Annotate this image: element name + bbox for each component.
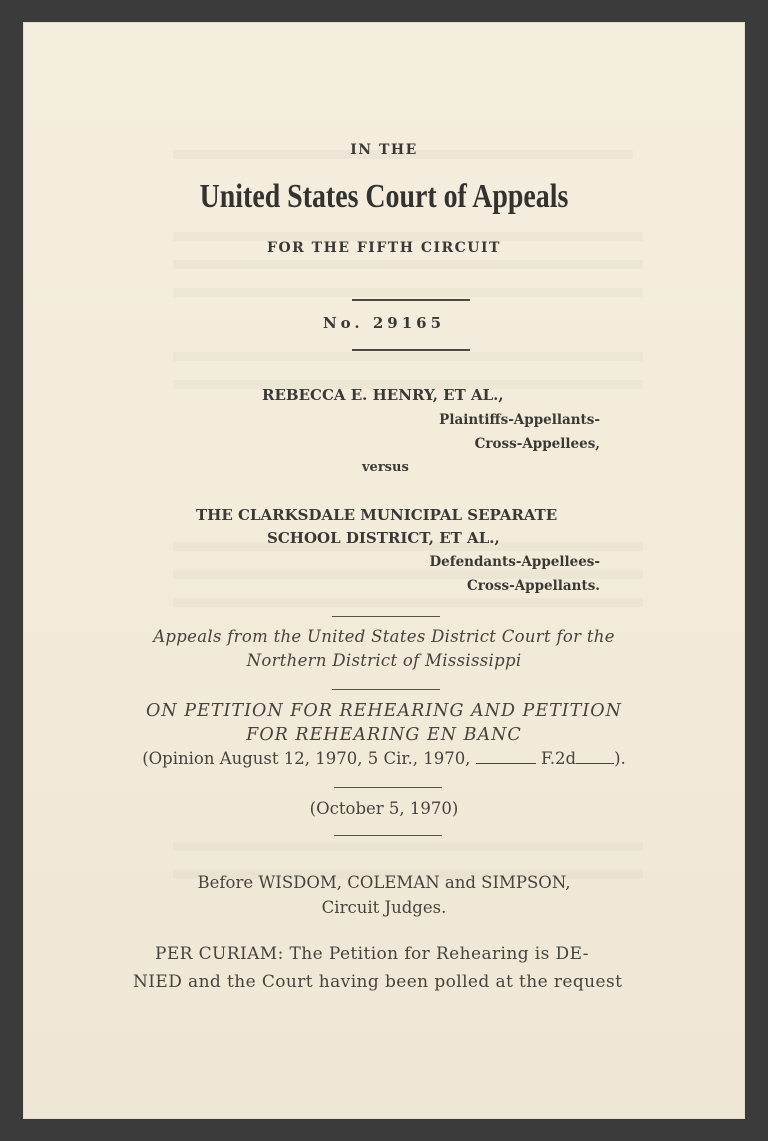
bleed-through-texture [173,352,643,361]
bleed-through-texture [173,288,643,297]
bleed-through-texture [173,260,643,269]
bleed-through-texture [173,598,643,607]
page-blank [576,762,614,764]
plaintiff-role-line-1: Plaintiffs-Appellants- [439,412,600,428]
per-curiam-line-1: PER CURIAM: The Petition for Rehearing is DE- [155,944,589,964]
divider-rule [352,349,470,351]
divider-rule [334,835,442,836]
opinion-citation-suffix: ). [614,749,626,768]
judges-line-1: Before WISDOM, COLEMAN and SIMPSON, [197,873,571,892]
defendant-name-line-1: THE CLARKSDALE MUNICIPAL SEPARATE [196,506,558,524]
versus-label: versus [362,460,409,475]
appeal-from-line-2: Northern District of Mississippi [246,651,522,670]
judges-line-2: Circuit Judges. [321,898,447,917]
per-curiam-paragraph [133,940,638,996]
plaintiff-name: REBECCA E. HENRY, ET AL., [262,386,504,404]
docket-number: No. 29165 [322,314,446,332]
decision-date: (October 5, 1970) [309,799,459,818]
court-title: United States Court of Appeals [199,178,569,215]
per-curiam-line-2: NIED and the Court having been polled at the request [133,972,623,992]
opinion-citation [23,749,745,768]
document-page [23,22,745,1119]
divider-rule [352,299,470,301]
opinion-citation-prefix: (Opinion August 12, 1970, 5 Cir., 1970, [142,749,471,768]
petition-line-2: FOR REHEARING EN BANC [246,725,522,745]
bleed-through-texture [173,842,643,851]
defendant-role-line-1: Defendants-Appellees- [429,554,600,570]
defendant-role-line-2: Cross-Appellants. [467,578,600,594]
petition-line-1: ON PETITION FOR REHEARING AND PETITION [146,701,622,721]
heading-in-the: IN THE [350,142,418,158]
opinion-citation-reporter: F.2d [540,749,577,768]
divider-rule [334,787,442,788]
circuit-name: FOR THE FIFTH CIRCUIT [267,240,501,256]
volume-blank [476,762,536,764]
divider-rule [332,689,440,690]
defendant-name-line-2: SCHOOL DISTRICT, ET AL., [267,529,500,547]
appeal-from-line-1: Appeals from the United States District Court for the [153,627,615,646]
plaintiff-role-line-2: Cross-Appellees, [474,436,600,452]
divider-rule [332,616,440,617]
